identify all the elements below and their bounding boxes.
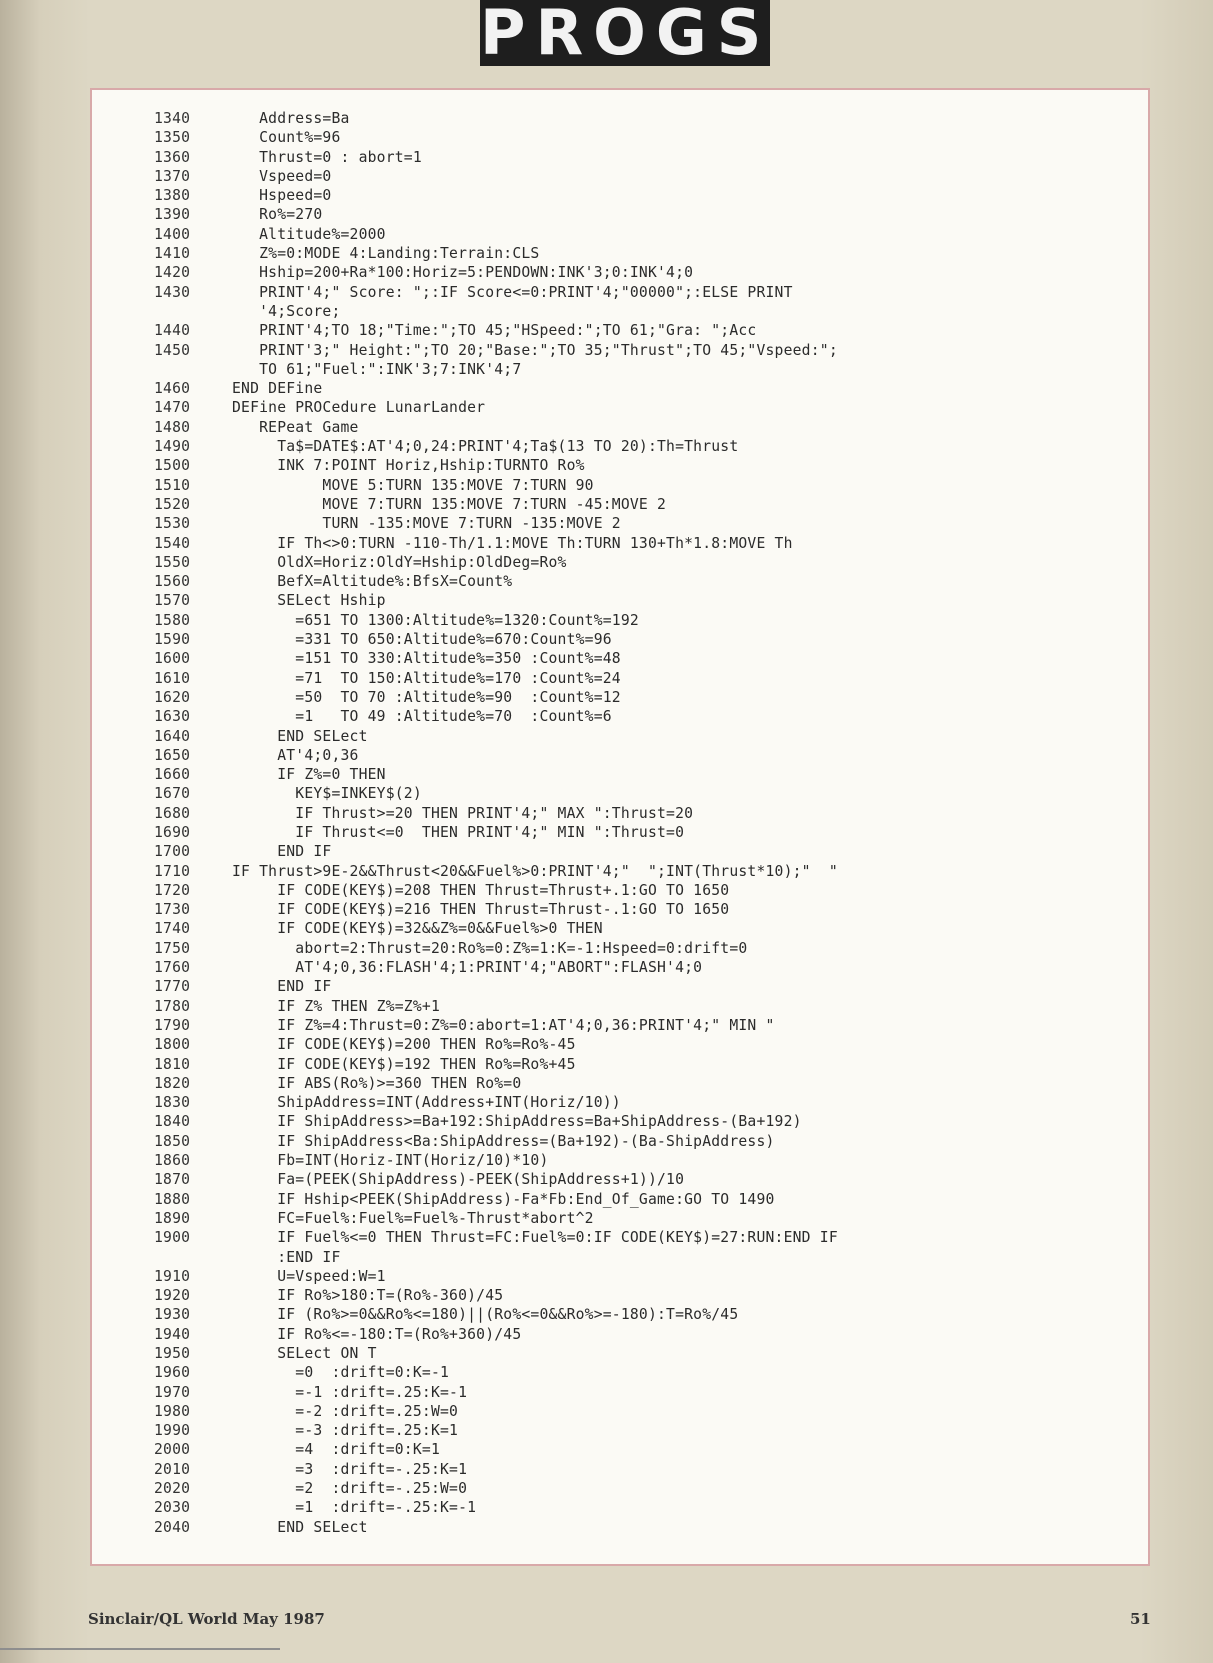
line-number: 1940	[154, 1325, 191, 1343]
listing-line	[154, 1305, 1144, 1324]
line-code: Address=Ba	[232, 110, 350, 127]
line-code: =-1 :drift=.25:K=-1	[232, 1383, 468, 1401]
line-code: Fb=INT(Horiz-INT(Horiz/10)*10)	[232, 1152, 549, 1170]
line-code: MOVE 7:TURN 135:MOVE 7:TURN -45:MOVE 2	[232, 495, 667, 513]
line-number: 1500	[154, 457, 191, 475]
line-number: 1920	[154, 1287, 191, 1305]
line-number: 2020	[154, 1480, 191, 1498]
line-number: 1930	[154, 1306, 191, 1324]
listing-line	[154, 263, 1144, 282]
line-code: =50 TO 70 :Altitude%=90 :Count%=12	[232, 688, 621, 706]
listing-line	[154, 302, 1144, 321]
listing-line	[154, 1267, 1144, 1286]
listing-line	[154, 1518, 1144, 1537]
line-number: 1520	[154, 495, 191, 513]
line-number	[154, 302, 232, 321]
line-code: OldX=Horiz:OldY=Hship:OldDeg=Ro%	[232, 553, 567, 571]
line-number: 1400	[154, 225, 191, 243]
line-number: 1540	[154, 534, 191, 552]
line-code: U=Vspeed:W=1	[232, 1267, 386, 1285]
line-code: IF CODE(KEY$)=32&&Z%=0&&Fuel%>0 THEN	[232, 920, 603, 938]
listing-line	[154, 379, 1144, 398]
line-code: REPeat Game	[232, 418, 359, 436]
line-code: IF ShipAddress>=Ba+192:ShipAddress=Ba+ShipAddress-(Ba+192)	[232, 1113, 802, 1131]
line-number: 1470	[154, 399, 191, 417]
line-code: PRINT'4;" Score: ";:IF Score<=0:PRINT'4;"00000";:ELSE PRINT	[232, 283, 793, 301]
listing-line	[154, 707, 1144, 726]
line-code: '4;Score;	[232, 302, 341, 320]
line-number: 1720	[154, 881, 191, 899]
listing-line	[154, 1112, 1144, 1131]
line-number: 1510	[154, 476, 191, 494]
line-number: 1590	[154, 631, 191, 649]
line-code: Vspeed=0	[232, 167, 332, 185]
listing-line	[154, 437, 1144, 456]
publication-footer: Sinclair/QL World May 1987	[88, 1610, 325, 1628]
line-code: IF Thrust<=0 THEN PRINT'4;" MIN ":Thrust=0	[232, 823, 685, 841]
line-code: INK 7:POINT Horiz,Hship:TURNTO Ro%	[232, 457, 585, 475]
line-code: PRINT'4;TO 18;"Time:";TO 45;"HSpeed:";TO 61;"Gra: ";Acc	[232, 322, 757, 340]
listing-line	[154, 1248, 1144, 1267]
line-code: END IF	[232, 843, 332, 861]
line-code: IF Hship<PEEK(ShipAddress)-Fa*Fb:End_Of_Game:GO TO 1490	[232, 1190, 775, 1208]
listing-line	[154, 1498, 1144, 1517]
listing-line	[154, 341, 1144, 360]
line-code: IF ABS(Ro%)>=360 THEN Ro%=0	[232, 1074, 522, 1092]
listing-line	[154, 727, 1144, 746]
line-number: 1340	[154, 110, 191, 127]
line-number: 1800	[154, 1036, 191, 1054]
listing-line	[154, 1190, 1144, 1209]
line-number: 1640	[154, 727, 191, 745]
listing-line	[154, 765, 1144, 784]
listing-line	[154, 456, 1144, 475]
line-code: MOVE 5:TURN 135:MOVE 7:TURN 90	[232, 476, 594, 494]
line-code: PRINT'3;" Height:";TO 20;"Base:";TO 35;"Thrust";TO 45;"Vspeed:";	[232, 341, 838, 359]
line-number: 1890	[154, 1209, 191, 1227]
line-number: 1380	[154, 187, 191, 205]
listing-line	[154, 167, 1144, 186]
line-number: 1410	[154, 245, 191, 263]
listing-line	[154, 977, 1144, 996]
line-number: 1780	[154, 997, 191, 1015]
line-code: IF Thrust>=20 THEN PRINT'4;" MAX ":Thrust=20	[232, 804, 694, 822]
line-code: DEFine PROCedure LunarLander	[232, 399, 486, 417]
line-number: 1360	[154, 148, 191, 166]
line-number: 1860	[154, 1152, 191, 1170]
page-number: 51	[1130, 1610, 1151, 1628]
listing-line	[154, 398, 1144, 417]
line-number: 1980	[154, 1402, 191, 1420]
line-number	[154, 1248, 232, 1267]
listing-line	[154, 823, 1144, 842]
line-number: 1950	[154, 1345, 191, 1362]
line-code: IF CODE(KEY$)=216 THEN Thrust=Thrust-.1:GO TO 1650	[232, 901, 730, 919]
line-code: END DEFine	[232, 380, 323, 398]
line-code: END SELect	[232, 727, 368, 745]
line-code: IF Th<>0:TURN -110-Th/1.1:MOVE Th:TURN 130+Th*1.8:MOVE Th	[232, 534, 793, 552]
line-code: Ta$=DATE$:AT'4;0,24:PRINT'4;Ta$(13 TO 20):Th=Thrust	[232, 438, 739, 456]
line-code: =-2 :drift=.25:W=0	[232, 1402, 459, 1420]
line-number: 1480	[154, 418, 191, 436]
line-number: 1610	[154, 669, 191, 687]
listing-line	[154, 1479, 1144, 1498]
line-number: 1450	[154, 341, 191, 359]
line-code: IF CODE(KEY$)=192 THEN Ro%=Ro%+45	[232, 1055, 576, 1073]
line-number: 1850	[154, 1132, 191, 1150]
listing-line	[154, 186, 1144, 205]
line-number: 2040	[154, 1518, 191, 1536]
listing-line	[154, 534, 1144, 553]
listing-line	[154, 514, 1144, 533]
line-number: 1750	[154, 939, 191, 957]
listing-line	[154, 1286, 1144, 1305]
listing-line	[154, 1093, 1144, 1112]
line-number: 1690	[154, 823, 191, 841]
line-number: 1370	[154, 167, 191, 185]
listing-line	[154, 225, 1144, 244]
line-number: 1430	[154, 283, 191, 301]
line-code: AT'4;0,36	[232, 746, 359, 764]
line-number: 1580	[154, 611, 191, 629]
line-number: 1630	[154, 708, 191, 726]
line-code: SELect Hship	[232, 592, 386, 610]
line-code: IF Ro%<=-180:T=(Ro%+360)/45	[232, 1325, 522, 1343]
line-number: 1740	[154, 920, 191, 938]
line-number: 1880	[154, 1190, 191, 1208]
line-code: IF Z% THEN Z%=Z%+1	[232, 997, 440, 1015]
listing-line	[154, 958, 1144, 977]
listing-line	[154, 591, 1144, 610]
line-code: IF CODE(KEY$)=208 THEN Thrust=Thrust+.1:GO TO 1650	[232, 881, 730, 899]
listing-line	[154, 1383, 1144, 1402]
listing-line	[154, 881, 1144, 900]
line-code: Hship=200+Ra*100:Horiz=5:PENDOWN:INK'3;0:INK'4;0	[232, 264, 694, 282]
line-code: IF Z%=0 THEN	[232, 766, 386, 784]
line-code: =1 :drift=-.25:K=-1	[232, 1499, 477, 1517]
line-number: 1530	[154, 515, 191, 533]
line-number: 1650	[154, 746, 191, 764]
line-code: =651 TO 1300:Altitude%=1320:Count%=192	[232, 611, 639, 629]
line-code: KEY$=INKEY$(2)	[232, 785, 422, 803]
listing-line	[154, 572, 1144, 591]
listing-line	[154, 553, 1144, 572]
listing-line	[154, 1132, 1144, 1151]
line-number: 1550	[154, 553, 191, 571]
line-number: 1460	[154, 380, 191, 398]
listing-line	[154, 360, 1144, 379]
line-number: 1730	[154, 901, 191, 919]
line-code: FC=Fuel%:Fuel%=Fuel%-Thrust*abort^2	[232, 1209, 594, 1227]
line-code: :END IF	[232, 1248, 341, 1266]
line-number	[154, 360, 232, 379]
line-code: =2 :drift=-.25:W=0	[232, 1480, 468, 1498]
line-number: 1770	[154, 978, 191, 996]
bottom-rule	[0, 1648, 280, 1650]
line-number: 2010	[154, 1460, 191, 1478]
line-code: Thrust=0 : abort=1	[232, 148, 422, 166]
line-number: 2030	[154, 1499, 191, 1517]
line-code: =-3 :drift=.25:K=1	[232, 1422, 459, 1440]
listing-line	[154, 784, 1144, 803]
listing-line	[154, 630, 1144, 649]
line-code: END IF	[232, 978, 332, 996]
line-number: 1810	[154, 1055, 191, 1073]
line-number: 1990	[154, 1422, 191, 1440]
line-code: Ro%=270	[232, 206, 323, 224]
listing-line	[154, 1074, 1144, 1093]
line-code: Hspeed=0	[232, 187, 332, 205]
line-code: IF Fuel%<=0 THEN Thrust=FC:Fuel%=0:IF CODE(KEY$)=27:RUN:END IF	[232, 1229, 838, 1247]
listing-line	[154, 1344, 1144, 1363]
listing-line	[154, 1421, 1144, 1440]
line-code: IF Thrust>9E-2&&Thrust<20&&Fuel%>0:PRINT'4;" ";INT(Thrust*10);" "	[232, 862, 838, 880]
listing-line	[154, 1363, 1144, 1382]
line-number: 1420	[154, 264, 191, 282]
line-number: 1560	[154, 573, 191, 591]
line-number: 1960	[154, 1364, 191, 1382]
listing-line	[154, 109, 1144, 128]
line-code: ShipAddress=INT(Address+INT(Horiz/10))	[232, 1094, 621, 1112]
listing-line	[154, 1151, 1144, 1170]
listing-line	[154, 205, 1144, 224]
program-listing	[154, 109, 1144, 1537]
line-number: 1660	[154, 766, 191, 784]
line-code: IF CODE(KEY$)=200 THEN Ro%=Ro%-45	[232, 1036, 576, 1054]
line-number: 1830	[154, 1094, 191, 1112]
listing-line	[154, 649, 1144, 668]
line-code: AT'4;0,36:FLASH'4;1:PRINT'4;"ABORT":FLASH'4;0	[232, 959, 703, 977]
listing-line	[154, 842, 1144, 861]
line-code: IF Z%=4:Thrust=0:Z%=0:abort=1:AT'4;0,36:PRINT'4;" MIN "	[232, 1016, 775, 1034]
listing-line	[154, 1402, 1144, 1421]
line-code: END SELect	[232, 1518, 368, 1536]
line-code: =151 TO 330:Altitude%=350 :Count%=48	[232, 650, 621, 668]
line-number: 1350	[154, 129, 191, 147]
line-number: 1840	[154, 1113, 191, 1131]
listing-line	[154, 148, 1144, 167]
line-number: 1910	[154, 1267, 191, 1285]
listing-line	[154, 244, 1144, 263]
line-code: =0 :drift=0:K=-1	[232, 1364, 450, 1382]
line-code: =3 :drift=-.25:K=1	[232, 1460, 468, 1478]
line-code: Z%=0:MODE 4:Landing:Terrain:CLS	[232, 245, 540, 263]
listing-line	[154, 476, 1144, 495]
line-code: TURN -135:MOVE 7:TURN -135:MOVE 2	[232, 515, 621, 533]
line-number: 1670	[154, 785, 191, 803]
listing-line	[154, 939, 1144, 958]
line-number: 1970	[154, 1383, 191, 1401]
listing-line	[154, 1170, 1144, 1189]
line-number: 1700	[154, 843, 191, 861]
line-number: 1710	[154, 862, 191, 880]
listing-line	[154, 919, 1144, 938]
line-number: 1440	[154, 322, 191, 340]
line-code: IF ShipAddress<Ba:ShipAddress=(Ba+192)-(Ba-ShipAddress)	[232, 1132, 775, 1150]
line-code: =71 TO 150:Altitude%=170 :Count%=24	[232, 669, 621, 687]
listing-line	[154, 746, 1144, 765]
line-code: IF (Ro%>=0&&Ro%<=180)||(Ro%<=0&&Ro%>=-180):T=Ro%/45	[232, 1306, 739, 1324]
line-code: TO 61;"Fuel:":INK'3;7:INK'4;7	[232, 360, 522, 378]
listing-line	[154, 1016, 1144, 1035]
line-code: BefX=Altitude%:BfsX=Count%	[232, 573, 513, 591]
line-number: 1620	[154, 688, 191, 706]
line-number: 1390	[154, 206, 191, 224]
line-number: 1680	[154, 804, 191, 822]
listing-line	[154, 862, 1144, 881]
listing-line	[154, 1055, 1144, 1074]
program-listing-box	[90, 88, 1150, 1566]
line-number: 1900	[154, 1229, 191, 1247]
line-number: 1820	[154, 1074, 191, 1092]
line-code: Altitude%=2000	[232, 225, 386, 243]
listing-line	[154, 321, 1144, 340]
listing-line	[154, 418, 1144, 437]
listing-line	[154, 1035, 1144, 1054]
line-code: =331 TO 650:Altitude%=670:Count%=96	[232, 631, 612, 649]
line-code: =4 :drift=0:K=1	[232, 1441, 440, 1459]
listing-line	[154, 1209, 1144, 1228]
listing-line	[154, 283, 1144, 302]
line-number: 1870	[154, 1171, 191, 1189]
line-code: Fa=(PEEK(ShipAddress)-PEEK(ShipAddress+1))/10	[232, 1171, 685, 1189]
line-number: 2000	[154, 1441, 191, 1459]
listing-line	[154, 1325, 1144, 1344]
listing-line	[154, 128, 1144, 147]
progs-banner: PROGS	[480, 0, 772, 69]
listing-line	[154, 997, 1144, 1016]
line-number: 1760	[154, 959, 191, 977]
listing-line	[154, 495, 1144, 514]
line-code: =1 TO 49 :Altitude%=70 :Count%=6	[232, 708, 612, 726]
listing-line	[154, 1460, 1144, 1479]
line-code: IF Ro%>180:T=(Ro%-360)/45	[232, 1287, 504, 1305]
listing-line	[154, 900, 1144, 919]
line-code: abort=2:Thrust=20:Ro%=0:Z%=1:K=-1:Hspeed=0:drift=0	[232, 939, 748, 957]
listing-line	[154, 1228, 1144, 1247]
listing-line	[154, 1440, 1144, 1459]
line-number: 1490	[154, 438, 191, 456]
listing-line	[154, 669, 1144, 688]
line-number: 1600	[154, 650, 191, 668]
line-number: 1570	[154, 592, 191, 610]
line-code: Count%=96	[232, 129, 341, 147]
listing-line	[154, 804, 1144, 823]
line-number: 1790	[154, 1016, 191, 1034]
listing-line	[154, 688, 1144, 707]
listing-line	[154, 611, 1144, 630]
line-code: SELect ON T	[232, 1345, 377, 1362]
